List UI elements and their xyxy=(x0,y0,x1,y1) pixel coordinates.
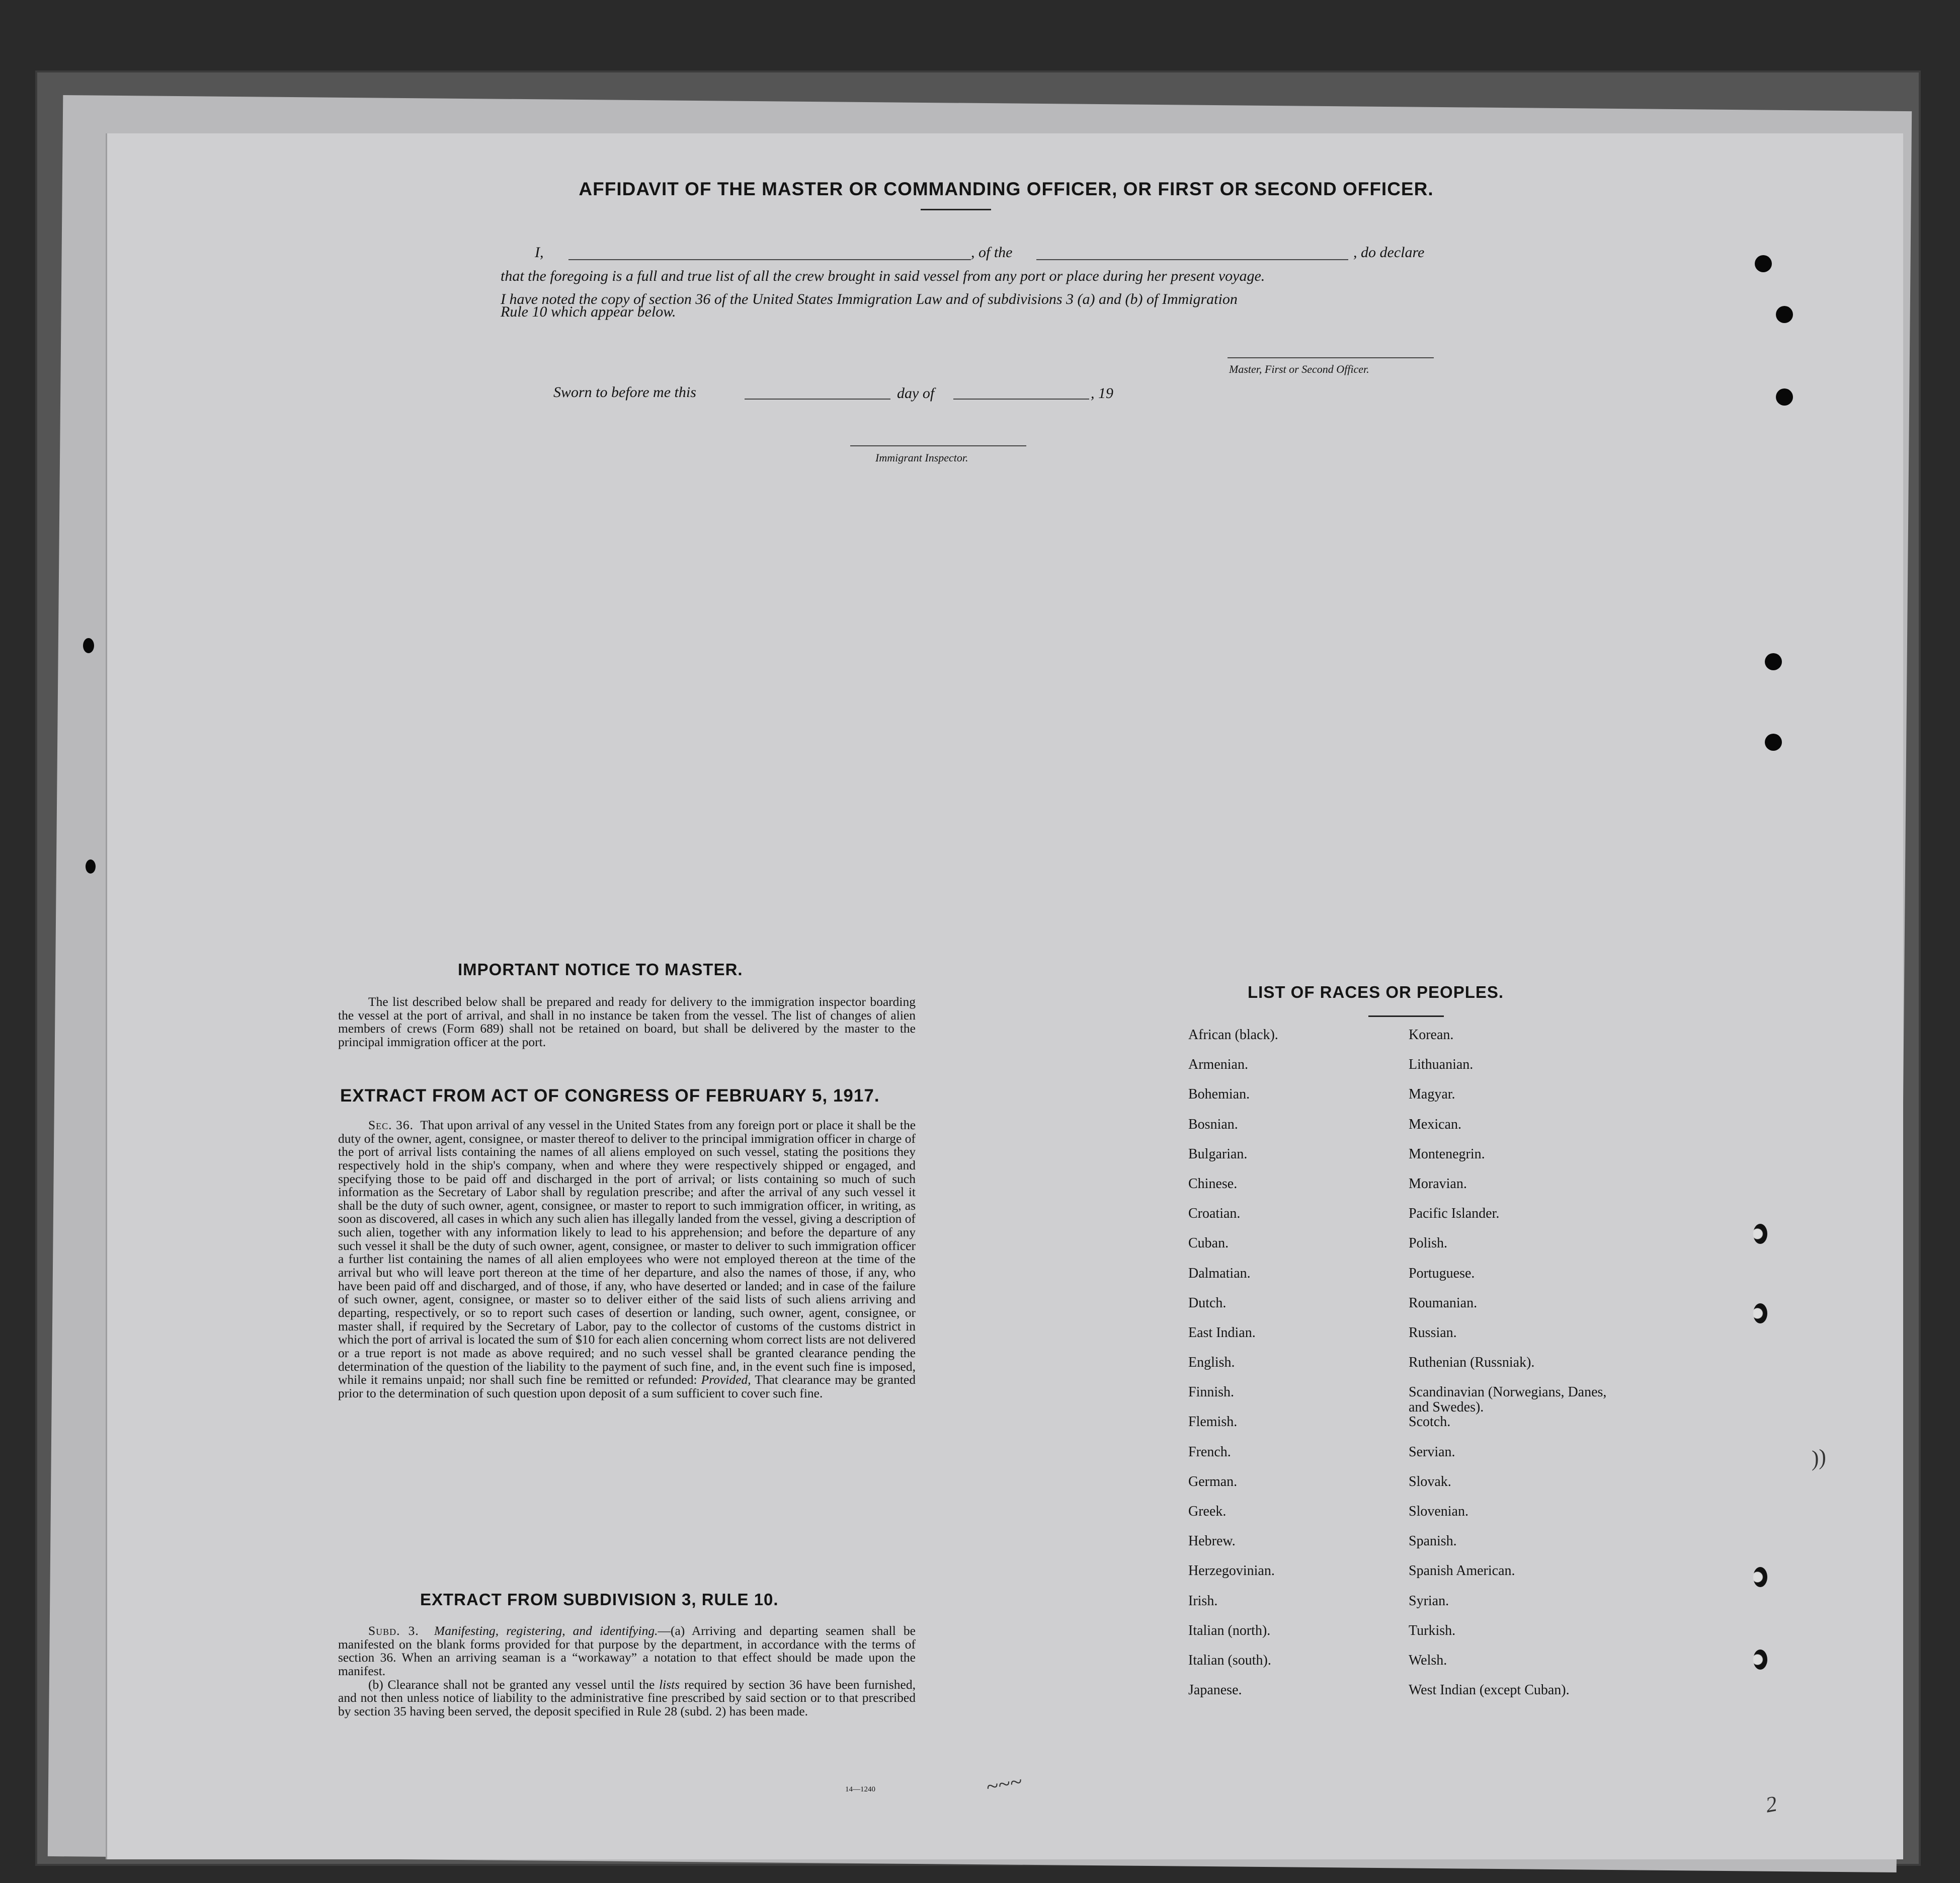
race-item: Servian. xyxy=(1409,1444,1455,1460)
day-of-text: day of xyxy=(897,385,935,402)
handwritten-mark: )) xyxy=(1809,1443,1834,1471)
race-item: Welsh. xyxy=(1409,1652,1447,1668)
affidavit-line-3: I have noted the copy of section 36 of the United States Immigration Law and of subdivisions 3 (a) and (b) of Immigration xyxy=(501,291,1238,307)
punch-hole xyxy=(1753,1567,1767,1587)
race-item: Korean. xyxy=(1409,1027,1454,1043)
punch-hole xyxy=(1753,1650,1767,1670)
rule-heading: EXTRACT FROM SUBDIVISION 3, RULE 10. xyxy=(420,1590,779,1609)
race-item: Finnish. xyxy=(1188,1384,1235,1400)
handwritten-mark: 2 xyxy=(1763,1791,1779,1818)
race-item: Lithuanian. xyxy=(1409,1057,1474,1073)
race-item: Hebrew. xyxy=(1188,1533,1236,1549)
year-text: , 19 xyxy=(1091,385,1113,402)
race-item: German. xyxy=(1188,1473,1238,1489)
punch-hole xyxy=(1753,1224,1767,1244)
race-item: Armenian. xyxy=(1188,1057,1248,1073)
punch-hole xyxy=(1776,306,1793,323)
vessel-blank xyxy=(1036,259,1348,260)
section-36-text: That upon arrival of any vessel in the United States from any foreign port or place it shall be the duty of the owner, agent, consignee, or master thereof to deliver to the principal immigration officer in charge of the port of arrival lists containing the names of all aliens employed on such vessel, stating the positions they respectively hold in the ship's company, when and where they were respectively shipped or engaged, and specifying those to be paid off and discharged in the port of arrival; or lists containing so much of such information as the Secretary of Labor shall by regulation prescribe; and after the arrival of any such vessel it shall be the duty of such owner, agent, consignee, or master to report to such immigration officer, in writing, as soon as discovered, all cases in which any such alien has illegally landed from the vessel, giving a description of such alien, together with any information likely to lead to his apprehension; and before the departure of any such vessel it shall be the duty of such owner, agent, consignee, or master to deliver to such immigration officer a further list containing the names of all alien employees who were not employed thereon at the time of the arrival but who will leave port thereon at the time of her departure, and also the names of those, if any, who have been paid off and discharged, and of those, if any, who have deserted or landed; and in case of the failure of such owner, agent, consignee, or master so to deliver either of the said lists of such aliens arriving and departing, respectively, or so to report such cases of desertion or landing, such owner, agent, consignee, or master shall, if required by the Secretary of Labor, pay to the collector of customs of the customs district in which the port of arrival is located the sum of $10 for each alien concerning whom correct lists are not delivered or a true report is not made as above required; and no such vessel shall be granted clearance pending the determination of the question of the liability to the payment of such fine, and, in the event such fine is imposed, while it remains unpaid; nor shall such fine be remitted or refunded: xyxy=(338,1118,916,1387)
race-item: Ruthenian (Russniak). xyxy=(1409,1355,1535,1371)
rule-lists-word: lists xyxy=(659,1677,680,1692)
race-item: Spanish. xyxy=(1409,1533,1457,1549)
race-item: Scotch. xyxy=(1409,1414,1451,1430)
race-item: Italian (south). xyxy=(1188,1652,1271,1668)
race-item: Syrian. xyxy=(1409,1593,1449,1609)
race-item: Irish. xyxy=(1188,1593,1218,1609)
race-item: French. xyxy=(1188,1444,1231,1460)
race-item: Bulgarian. xyxy=(1188,1146,1248,1162)
race-item: Montenegrin. xyxy=(1409,1146,1485,1162)
rule-paragraph-a: —(a) Arriving and departing seamen shall be manifested on the blank forms provided for that purpose by the department, in accordance with the terms of section 36. When an arriving seaman is a “workaway” a notation to that effect should be made upon the manifest. xyxy=(338,1623,916,1678)
affidavit-line-4: Rule 10 which appear below. xyxy=(501,303,676,320)
race-item: English. xyxy=(1188,1355,1235,1371)
section-label: Sec. 36. xyxy=(368,1118,414,1132)
subd-label: Subd. 3. xyxy=(368,1623,419,1638)
affidavit-of-the: , of the xyxy=(971,244,1013,261)
punch-hole xyxy=(1776,388,1793,406)
races-right-column xyxy=(1409,1028,1620,1712)
race-item: Magyar. xyxy=(1409,1086,1455,1103)
race-item: Japanese. xyxy=(1188,1682,1242,1698)
race-item: Spanish American. xyxy=(1409,1563,1515,1579)
race-item: Cuban. xyxy=(1188,1235,1229,1251)
race-item: Scandinavian (Norwegians, Danes, and Swedes). xyxy=(1409,1384,1607,1415)
inspector-label: Immigrant Inspector. xyxy=(875,451,968,464)
form-code: 14—1240 xyxy=(845,1785,875,1793)
race-item: Russian. xyxy=(1409,1324,1457,1341)
act-text xyxy=(338,1119,916,1400)
month-blank xyxy=(953,399,1089,400)
race-item: Bohemian. xyxy=(1188,1086,1250,1103)
provided-label: Provided, xyxy=(701,1372,751,1387)
day-blank xyxy=(745,399,890,400)
race-item: Portuguese. xyxy=(1409,1265,1475,1281)
inspector-signature-line xyxy=(850,445,1026,446)
race-item: Slovak. xyxy=(1409,1473,1451,1489)
race-item: African (black). xyxy=(1188,1027,1278,1043)
affidavit-pronoun: I, xyxy=(535,244,544,261)
race-item: Greek. xyxy=(1188,1504,1227,1519)
master-signature-line xyxy=(1228,357,1434,358)
race-item: Slovenian. xyxy=(1409,1504,1468,1519)
sworn-text: Sworn to before me this xyxy=(553,384,696,401)
race-item: Italian (north). xyxy=(1188,1622,1271,1638)
rule-text xyxy=(338,1624,916,1718)
rule-paragraph-b: required by section 36 have been furnished, and not then unless notice of liability to the administrative fine prescribed by said section or to that prescribed by section 35 having been served, the deposit specified in Rule 28 (subd. 2) has been made. xyxy=(338,1677,916,1718)
rule-paragraph-b-prefix: (b) Clearance shall not be granted any vessel until the xyxy=(368,1677,655,1692)
notice-text xyxy=(338,995,916,1049)
affidavit-heading: AFFIDAVIT OF THE MASTER OR COMMANDING OFFICER, OR FIRST OR SECOND OFFICER. xyxy=(579,179,1434,199)
punch-hole xyxy=(86,859,96,874)
affidavit-line-2: that the foregoing is a full and true list of all the crew brought in said vessel from any port or place during her present voyage. xyxy=(501,268,1265,284)
punch-hole xyxy=(83,638,94,653)
section-36-proviso: That clearance may be granted prior to the determination of such question upon deposit of a sum sufficient to cover such fine. xyxy=(338,1372,916,1400)
race-item: Croatian. xyxy=(1188,1206,1241,1222)
races-left-column xyxy=(1188,1028,1278,1712)
race-item: Polish. xyxy=(1409,1235,1448,1251)
race-item: Mexican. xyxy=(1409,1116,1461,1132)
race-item: Pacific Islander. xyxy=(1409,1206,1500,1222)
notice-paragraph: The list described below shall be prepared and ready for delivery to the immigration inspector boarding the vessel at the port of arrival, and shall in no instance be taken from the vessel. The list of changes of alien members of crews (Form 689) shall not be retained on board, but shall be delivered by the master to the principal immigration officer at the port. xyxy=(338,994,916,1049)
races-heading-rule xyxy=(1368,1015,1444,1017)
punch-hole xyxy=(1755,255,1772,272)
act-heading: EXTRACT FROM ACT OF CONGRESS OF FEBRUARY 5, 1917. xyxy=(340,1086,880,1106)
master-signature-label: Master, First or Second Officer. xyxy=(1229,363,1369,375)
notice-heading: IMPORTANT NOTICE TO MASTER. xyxy=(458,960,743,979)
race-item: Dalmatian. xyxy=(1188,1265,1251,1281)
race-item: Chinese. xyxy=(1188,1175,1238,1192)
race-item: Turkish. xyxy=(1409,1622,1456,1638)
race-item: East Indian. xyxy=(1188,1324,1256,1341)
race-item: Roumanian. xyxy=(1409,1295,1478,1311)
race-item: Herzegovinian. xyxy=(1188,1563,1275,1579)
race-item: Flemish. xyxy=(1188,1414,1238,1430)
race-item: Moravian. xyxy=(1409,1175,1467,1192)
handwritten-mark: ~~~ xyxy=(984,1769,1024,1799)
affidavit-do-declare: , do declare xyxy=(1353,244,1425,261)
heading-rule xyxy=(921,209,991,210)
punch-hole xyxy=(1765,734,1782,751)
name-blank xyxy=(568,259,971,260)
punch-hole xyxy=(1765,653,1782,670)
subd-title: Manifesting, registering, and identifying. xyxy=(434,1623,658,1638)
race-item: Dutch. xyxy=(1188,1295,1227,1311)
races-heading: LIST OF RACES OR PEOPLES. xyxy=(1248,983,1504,1001)
race-item: Bosnian. xyxy=(1188,1116,1238,1132)
punch-hole xyxy=(1753,1303,1767,1323)
race-item: West Indian (except Cuban). xyxy=(1409,1682,1570,1698)
